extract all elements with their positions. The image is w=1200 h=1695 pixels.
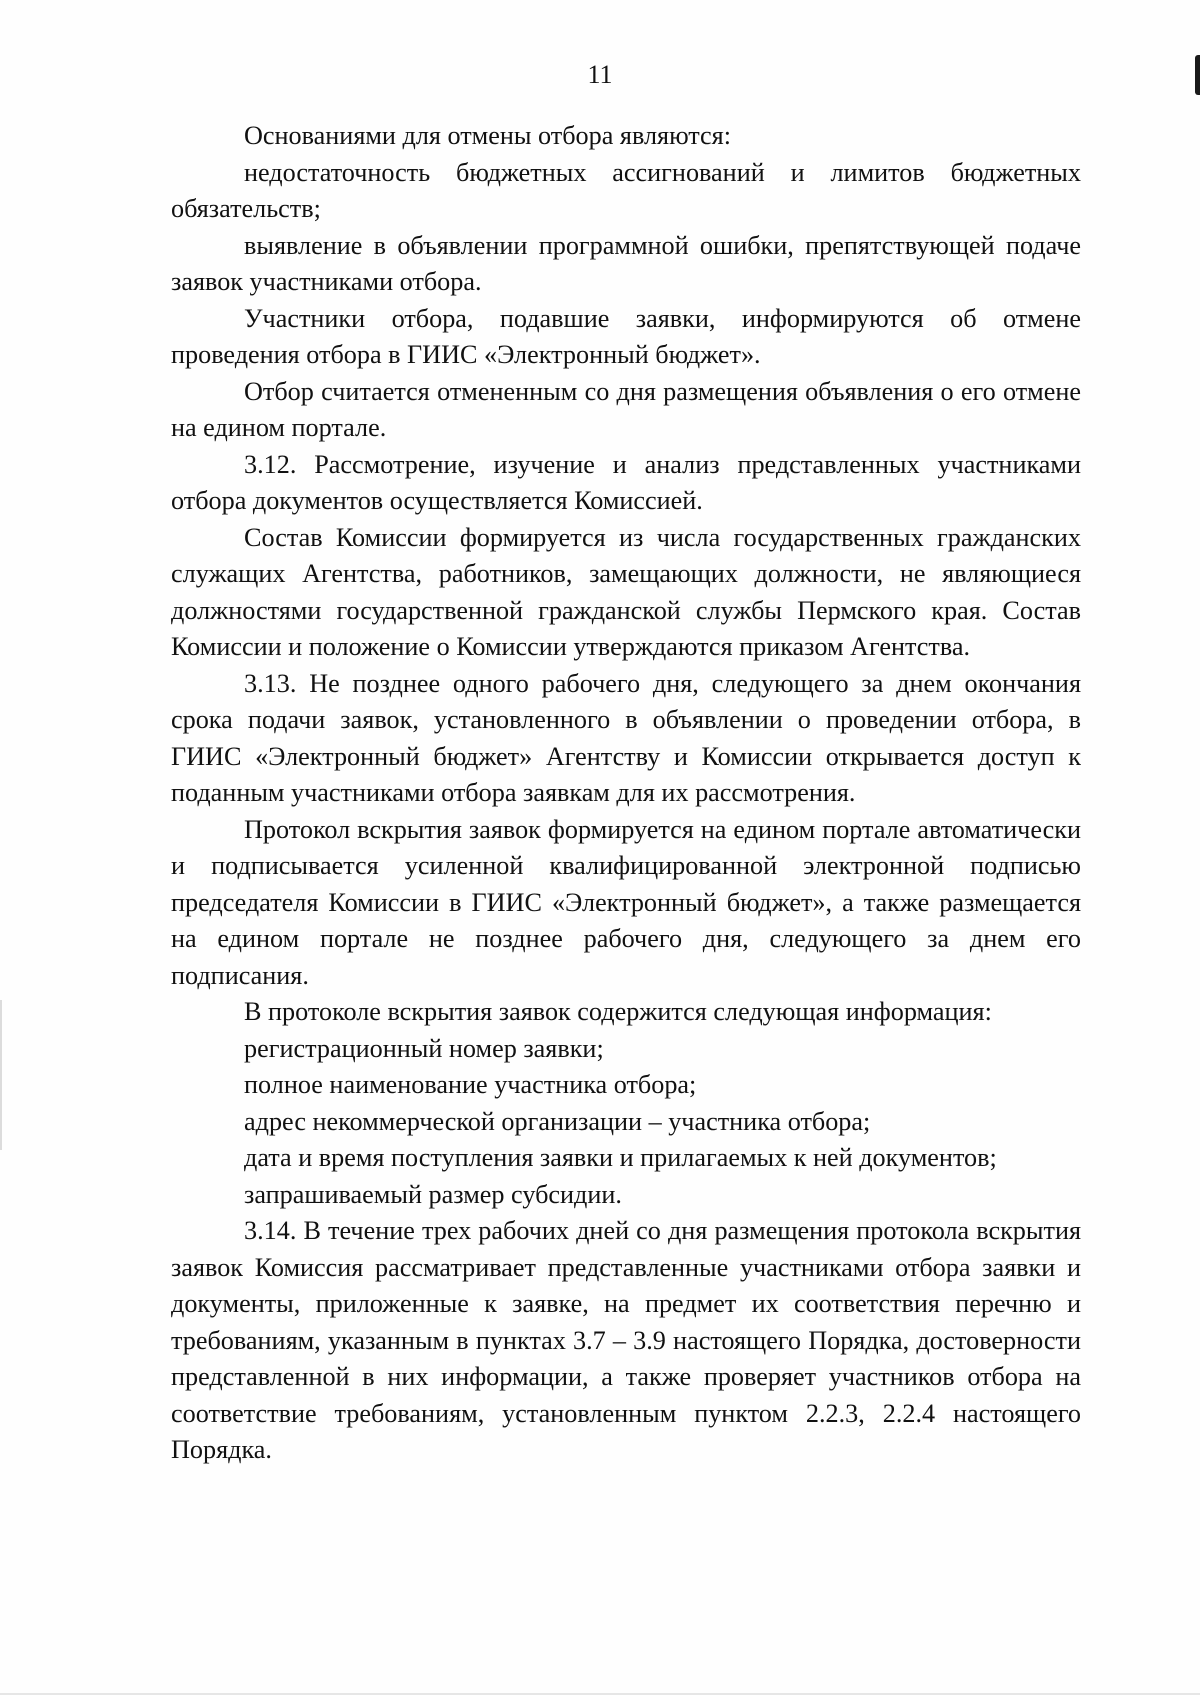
list-item-subsidy-amount: запрашиваемый размер субсидии. (244, 1179, 622, 1209)
paragraph-participants-informed: Участники отбора, подавшие заявки, информируются об отмене проведения отбора в ГИИС «Электронный бюджет». (171, 303, 1081, 369)
paragraph-3-14: 3.14. В течение трех рабочих дней со дня размещения протокола вскрытия заявок Комиссия рассматривает представленные участниками отбора заявки и документы, приложенные к заявке, на предмет их соответствия перечню и требованиям, указанным в пунктах 3.7 – 3.9 настоящего Порядка, достоверности представленной в них информации, а также проверяет участников отбора на соответствие требованиям, установленным пунктом 2.2.3, 2.2.4 настоящего Порядка. (171, 1216, 1081, 1464)
paragraph-insufficient-funds: недостаточность бюджетных ассигнований и лимитов бюджетных обязательств; (171, 157, 1081, 223)
paragraph-selection-cancelled: Отбор считается отмененным со дня размещения объявления о его отмене на едином портале. (171, 376, 1081, 442)
paragraph-3-13: 3.13. Не позднее одного рабочего дня, следующего за днем окончания срока подачи заявок, установленного в объявлении о проведении отбора, в ГИИС «Электронный бюджет» Агентству и Комиссии открывается доступ к поданным участниками отбора заявкам для их рассмотрения. (171, 668, 1081, 807)
document-body (171, 118, 1081, 1469)
list-item-participant-name: полное наименование участника отбора; (244, 1070, 697, 1099)
list-item-registration-number: регистрационный номер заявки; (244, 1033, 604, 1063)
scan-edge-shadow (0, 1000, 2, 1150)
list-item-organization-address: адрес некоммерческой организации – участника отбора; (244, 1106, 871, 1136)
paragraph-3-12: 3.12. Рассмотрение, изучение и анализ представленных участниками отбора документов осуществляется Комиссией. (171, 449, 1081, 515)
paragraph-protocol-contents: В протоколе вскрытия заявок содержится следующая информация: (244, 997, 992, 1026)
list-item-submission-datetime: дата и время поступления заявки и прилагаемых к ней документов; (244, 1143, 997, 1172)
paragraph-commission-composition: Состав Комиссии формируется из числа государственных гражданских служащих Агентства, работников, замещающих должности, не являющиеся должностями государственной гражданской службы Пермского края. Состав Комиссии и положение о Комиссии утверждаются приказом Агентства. (171, 522, 1081, 661)
paragraph-opening-protocol: Протокол вскрытия заявок формируется на едином портале автоматически и подписывается усиленной квалифицированной электронной подписью председателя Комиссии в ГИИС «Электронный бюджет», а также размещается на едином портале не позднее рабочего дня, следующего за днем его подписания. (171, 814, 1081, 990)
page-number: 11 (587, 60, 613, 89)
paragraph-software-error: выявление в объявлении программной ошибки, препятствующей подаче заявок участниками отбора. (171, 230, 1081, 296)
paragraph-cancellation-grounds: Основаниями для отмены отбора являются: (244, 121, 731, 150)
